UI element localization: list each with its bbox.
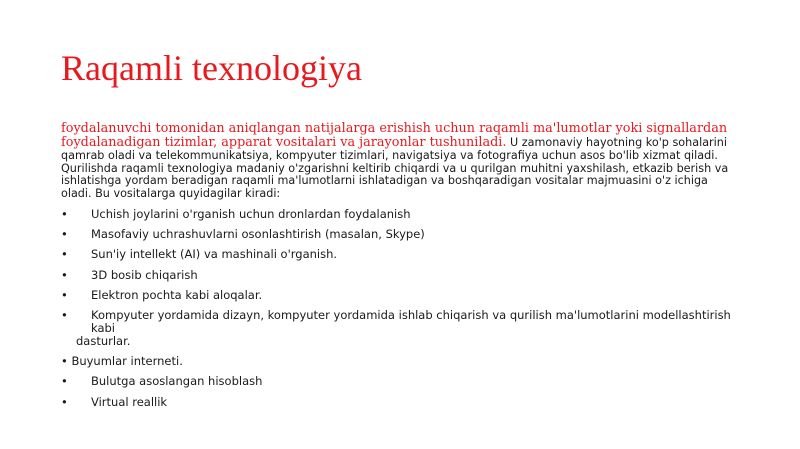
list-item-text-wrap bbox=[76, 309, 741, 348]
list-item bbox=[61, 269, 741, 282]
bullet-icon: • bbox=[61, 247, 68, 262]
list-item bbox=[61, 355, 741, 368]
slide-body bbox=[61, 122, 741, 416]
lead-text: foydalanuvchi tomonidan aniqlangan natijalarga erishish uchun raqamli ma'lumotlar yoki signallardan foydalanadigan tizimlar, apparat vositalari va jarayonlar tushuniladi. bbox=[61, 121, 728, 150]
bullet-icon: • bbox=[61, 394, 68, 409]
bullet-list bbox=[61, 208, 741, 409]
bullet-icon: • bbox=[61, 227, 68, 242]
bullet-icon: • bbox=[61, 307, 68, 322]
list-item-text: Masofaviy uchrashuvlarni osonlashtirish (masalan, Skype) bbox=[91, 227, 425, 242]
intro-paragraph bbox=[61, 122, 741, 200]
intro-text: U zamonaviy hayotning ko'p sohalarini qamrab oladi va telekommunikatsiya, kompyuter tizimlari, navigatsiya va fotografiya uchun asos bo'lib xizmat qiladi. Qurilishda raqamli texnologiya madaniy o'zgarishni keltirib chiqardi va u qurilgan muhitni yaxshilash, etkazib berish va ishlatishga yordam beradigan raqamli ma'lumotlarni ishlatadigan va boshqaradigan vositalar majmuasini o'z ichiga oladi. Bu vositalarga quyidagilar kiradi: bbox=[61, 136, 729, 200]
bullet-icon: • bbox=[61, 287, 68, 302]
list-item bbox=[61, 208, 741, 221]
list-item bbox=[61, 228, 741, 241]
list-item-text: Virtual reallik bbox=[91, 394, 168, 409]
bullet-icon: • bbox=[61, 267, 68, 282]
list-item bbox=[61, 396, 741, 409]
list-item-text: Sun'iy intellekt (AI) va mashinali o'rganish. bbox=[91, 247, 338, 262]
list-item-text: Elektron pochta kabi aloqalar. bbox=[91, 287, 263, 302]
list-item-text: Uchish joylarini o'rganish uchun dronlardan foydalanish bbox=[91, 207, 411, 221]
list-item bbox=[61, 309, 741, 348]
list-item-continuation: dasturlar. bbox=[76, 333, 131, 348]
slide-title: Raqamli texnologiya bbox=[61, 48, 362, 88]
list-item-text: Kompyuter yordamida dizayn, kompyuter yordamida ishlab chiqarish va qurilish ma'lumotlarini modellashtirish kabi bbox=[91, 307, 731, 335]
list-item bbox=[61, 248, 741, 261]
list-item bbox=[61, 289, 741, 302]
bullet-icon: • bbox=[61, 374, 68, 389]
list-item-text: • Buyumlar interneti. bbox=[61, 354, 183, 369]
list-item-text: 3D bosib chiqarish bbox=[91, 267, 198, 282]
list-item-text: Bulutga asoslangan hisoblash bbox=[91, 374, 263, 389]
bullet-icon: • bbox=[61, 207, 68, 221]
list-item bbox=[61, 375, 741, 388]
